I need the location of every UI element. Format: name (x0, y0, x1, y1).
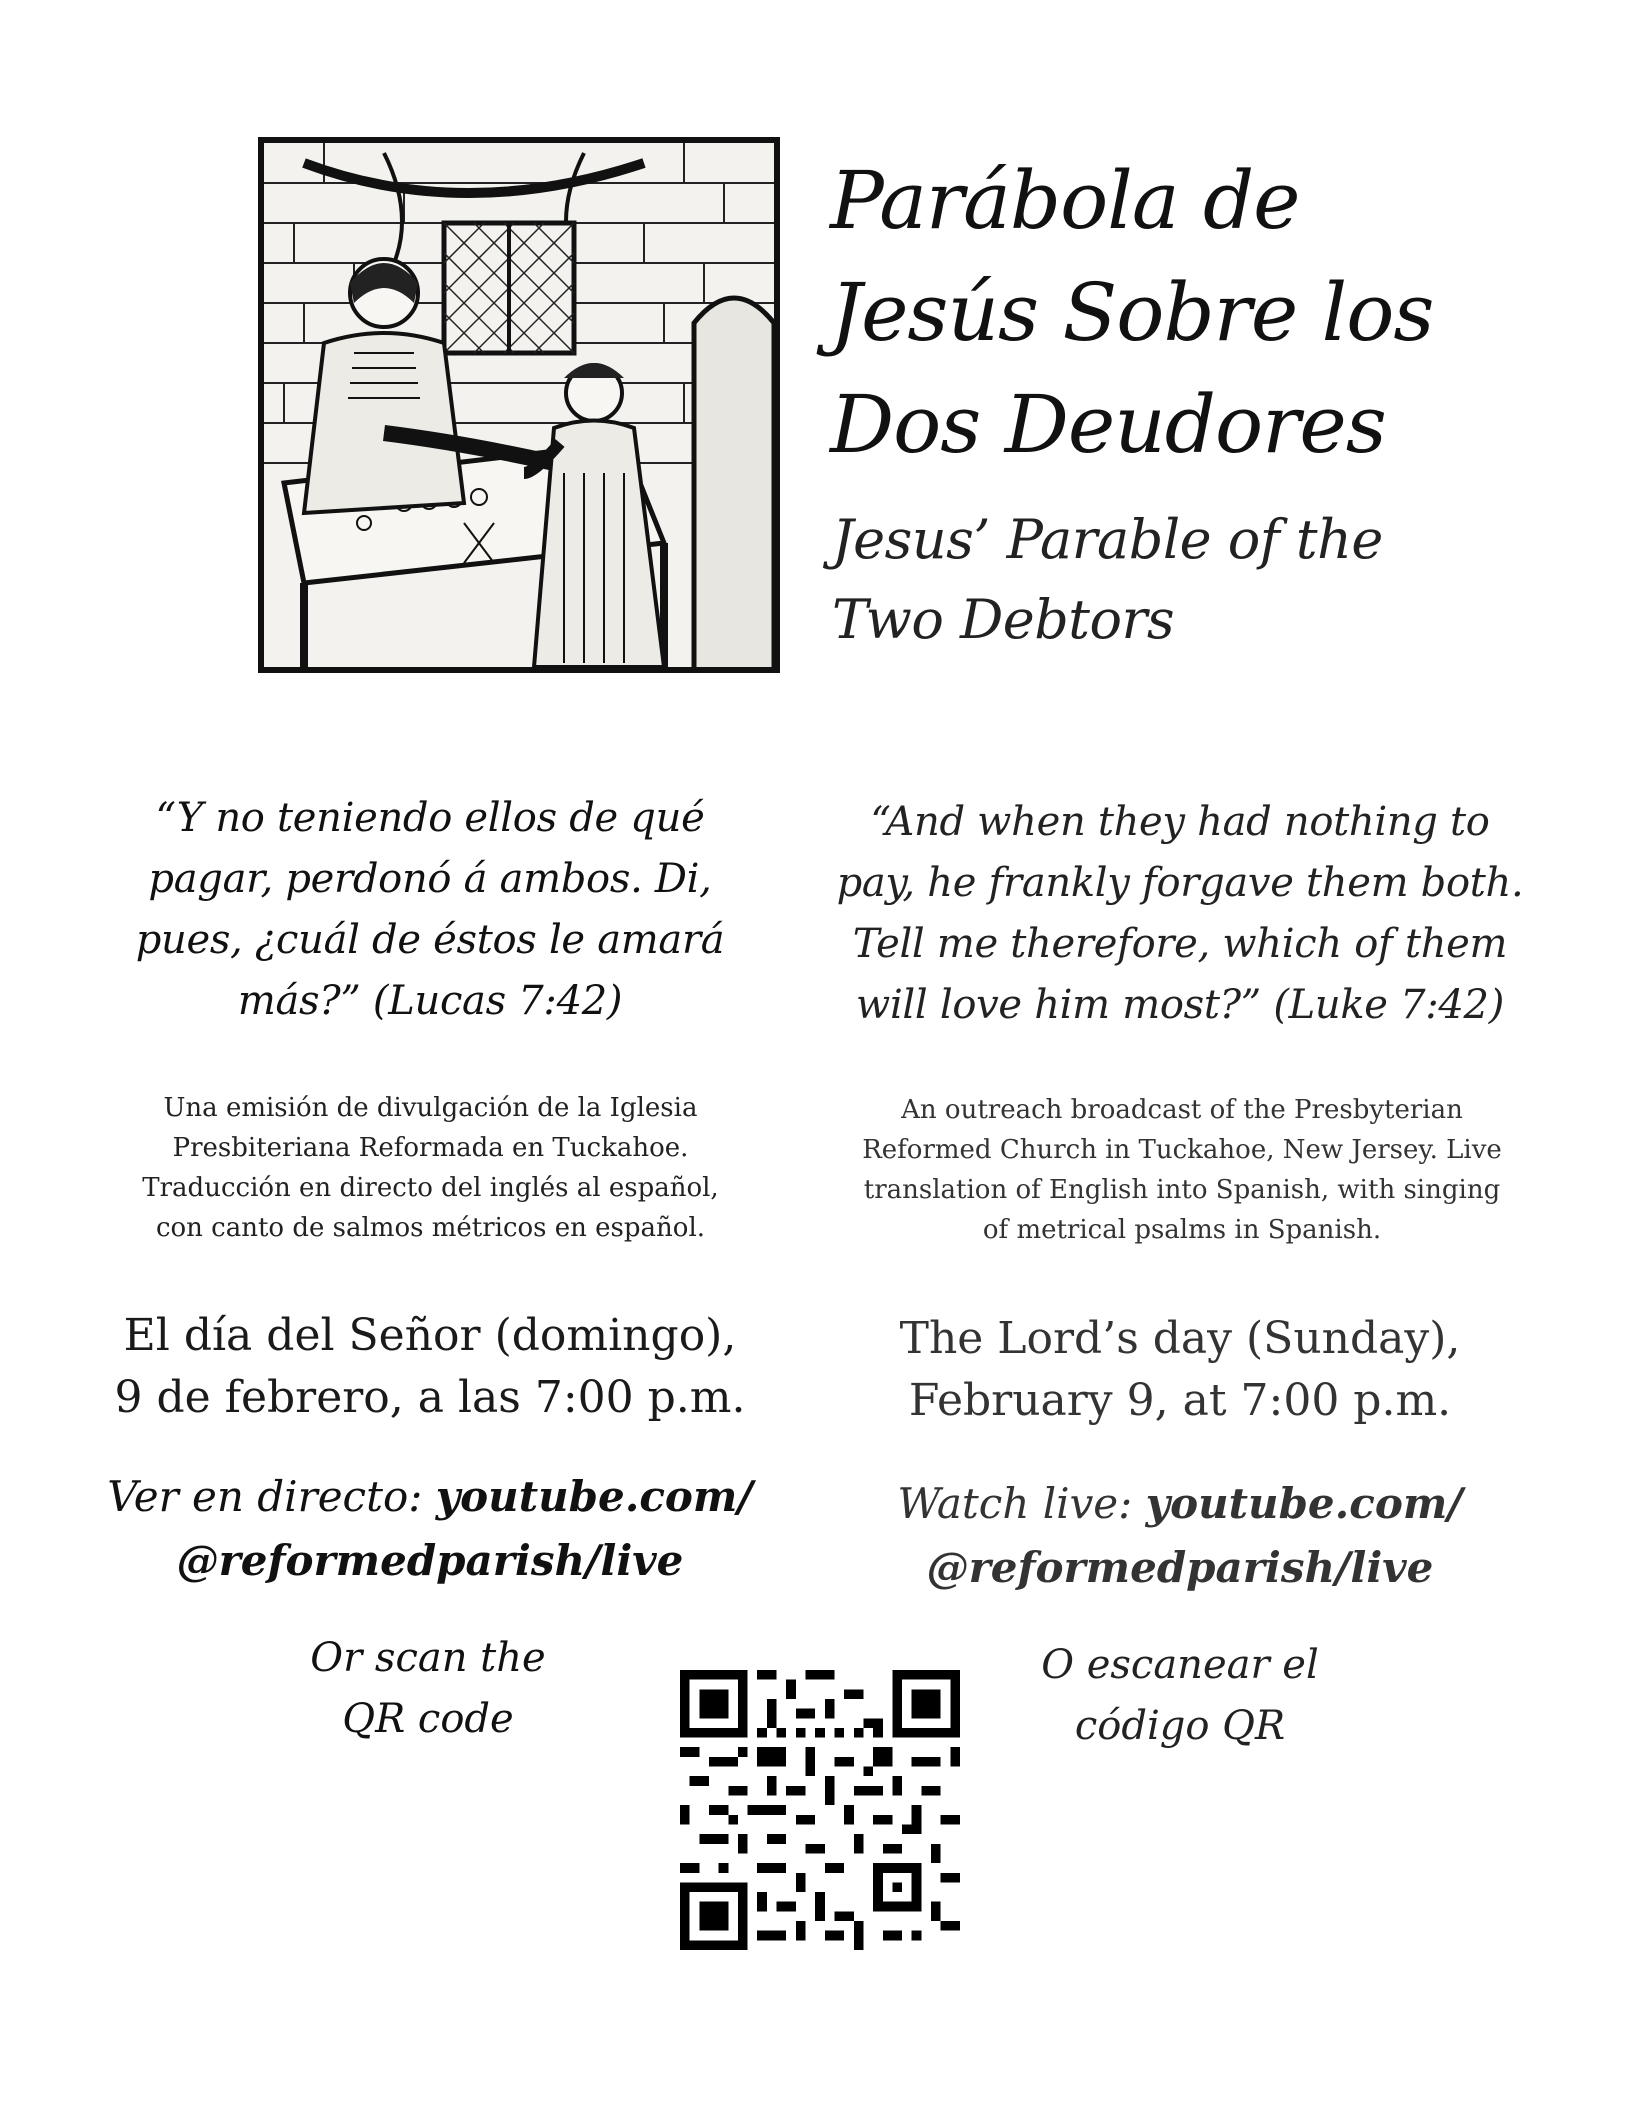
subtitle-line-1: Jesus’ Parable of the (832, 508, 1383, 571)
watch-es-url-part-2[interactable]: @reformedparish/live (176, 1536, 684, 1585)
date-en-line-2: February 9, at 7:00 p.m. (908, 1375, 1452, 1426)
blurb-es-line-3: Traducción en directo del inglés al español, (142, 1173, 719, 1203)
quote-en-line-4: will love him most?” (Luke 7:42) (856, 982, 1504, 1028)
subtitle-line-2: Two Debtors (832, 588, 1175, 651)
blurb-es-line-1: Una emisión de divulgación de la Iglesia (163, 1093, 698, 1123)
title-line-3: Dos Deudores (830, 378, 1386, 471)
quote-es-line-3: pues, ¿cuál de éstos le amará (135, 917, 725, 963)
blurb-en-line-1: An outreach broadcast of the Presbyterian (901, 1095, 1463, 1125)
woodcut-illustration (258, 137, 780, 673)
qr-code[interactable] (680, 1670, 960, 1950)
blurb-en-line-2: Reformed Church in Tuckahoe, New Jersey. Live (862, 1135, 1502, 1165)
quote-es-line-2: pagar, perdonó á ambos. Di, (148, 856, 712, 902)
event-date-spanish (100, 1305, 760, 1429)
quote-spanish (110, 788, 750, 1032)
page-subtitle (832, 500, 1532, 660)
scan-left-line-1: Or scan the (310, 1635, 546, 1681)
scan-prompt-spanish (1010, 1635, 1350, 1757)
quote-es-line-4: más?” (Lucas 7:42) (237, 978, 623, 1024)
woodcut-drawing (264, 143, 774, 667)
quote-en-line-1: “And when they had nothing to (870, 799, 1490, 845)
description-english (842, 1090, 1522, 1250)
scan-prompt-english (278, 1628, 578, 1750)
blurb-en-line-3: translation of English into Spanish, with singing (863, 1175, 1501, 1205)
scan-left-line-2: QR code (342, 1696, 514, 1742)
watch-es-prefix: Ver en directo: (107, 1472, 436, 1521)
scan-right-line-2: código QR (1074, 1703, 1286, 1749)
date-en-line-1: The Lord’s day (Sunday), (899, 1313, 1461, 1364)
page-title (830, 145, 1590, 481)
date-es-line-1: El día del Señor (domingo), (123, 1310, 737, 1361)
watch-en-prefix: Watch live: (897, 1479, 1146, 1528)
blurb-en-line-4: of metrical psalms in Spanish. (982, 1215, 1382, 1245)
quote-en-line-2: pay, he frankly forgave them both. (836, 860, 1524, 906)
title-line-1: Parábola de (830, 154, 1300, 247)
title-line-2: Jesús Sobre los (830, 266, 1434, 359)
quote-es-line-1: “Y no teniendo ellos de qué (155, 795, 705, 841)
watch-live-english (845, 1472, 1515, 1600)
description-spanish (128, 1088, 733, 1248)
date-es-line-2: 9 de febrero, a las 7:00 p.m. (114, 1372, 746, 1423)
watch-en-url-part-2[interactable]: @reformedparish/live (926, 1543, 1434, 1592)
scan-right-line-1: O escanear el (1041, 1642, 1319, 1688)
watch-live-spanish (100, 1465, 760, 1593)
qr-code-graphic (680, 1670, 960, 1950)
event-date-english (845, 1308, 1515, 1432)
blurb-es-line-2: Presbiteriana Reformada en Tuckahoe. (172, 1133, 689, 1163)
watch-en-url-part-1[interactable]: youtube.com/ (1145, 1479, 1463, 1528)
watch-es-url-part-1[interactable]: youtube.com/ (435, 1472, 753, 1521)
quote-en-line-3: Tell me therefore, which of them (852, 921, 1508, 967)
quote-english (830, 792, 1530, 1036)
blurb-es-line-4: con canto de salmos métricos en español. (155, 1213, 706, 1243)
